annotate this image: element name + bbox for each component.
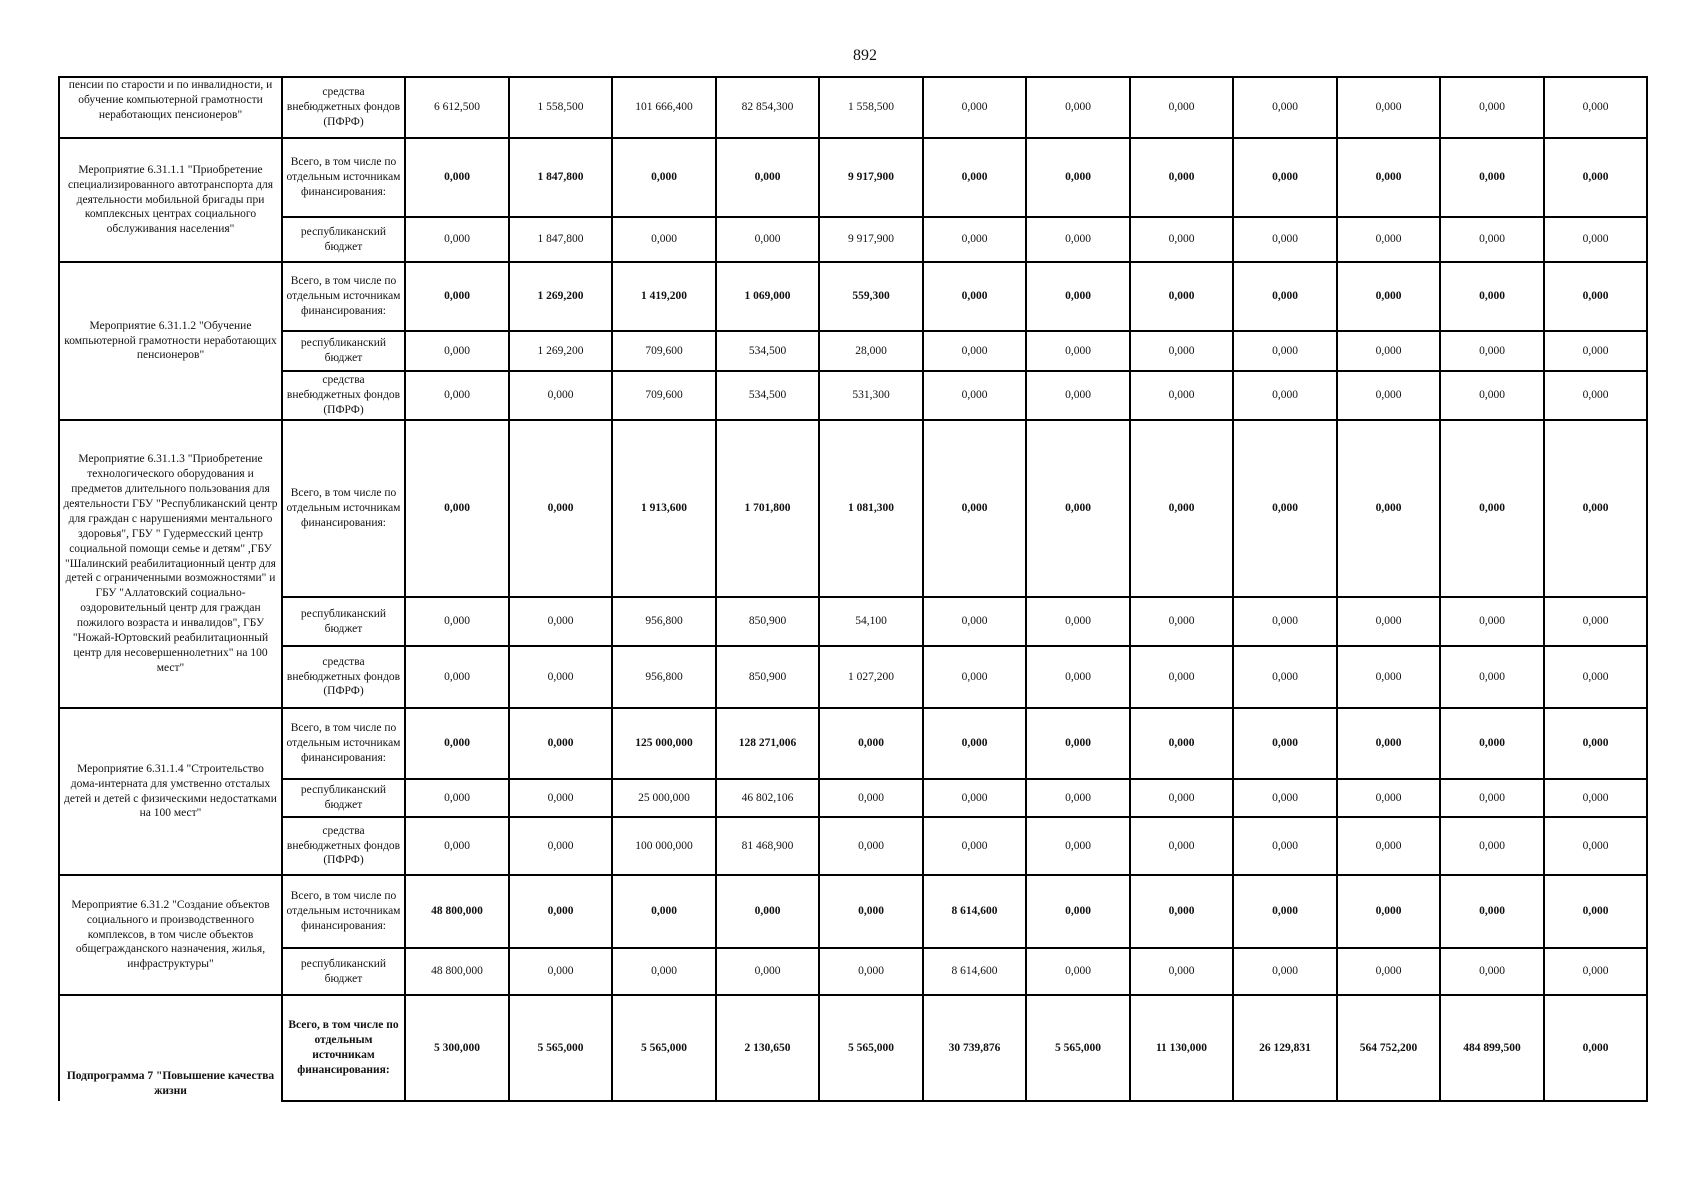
value-cell: 0,000 [1337, 875, 1440, 948]
value-cell: 0,000 [1233, 708, 1337, 779]
value-cell: 0,000 [405, 331, 509, 371]
value-cell: 0,000 [1337, 77, 1440, 138]
value-cell: 0,000 [405, 597, 509, 646]
value-cell: 82 854,300 [716, 77, 819, 138]
value-cell: 0,000 [1544, 262, 1647, 331]
budget-table [58, 76, 1648, 1102]
value-cell: 484 899,500 [1440, 995, 1544, 1101]
value-cell: 0,000 [1026, 597, 1130, 646]
value-cell: 0,000 [405, 217, 509, 262]
value-cell: 0,000 [923, 420, 1026, 597]
value-cell: 8 614,600 [923, 875, 1026, 948]
value-cell: 0,000 [1337, 597, 1440, 646]
value-cell: 850,900 [716, 597, 819, 646]
table-row [59, 708, 1647, 779]
value-cell: 5 565,000 [509, 995, 612, 1101]
value-cell: 0,000 [1544, 138, 1647, 217]
value-cell: 0,000 [923, 138, 1026, 217]
value-cell: 1 069,000 [716, 262, 819, 331]
value-cell: 0,000 [1026, 875, 1130, 948]
value-cell: 0,000 [1130, 597, 1233, 646]
value-cell: 0,000 [1130, 420, 1233, 597]
value-cell: 0,000 [405, 262, 509, 331]
value-cell: 1 081,300 [819, 420, 923, 597]
value-cell: 0,000 [1337, 646, 1440, 708]
value-cell: 5 565,000 [612, 995, 716, 1101]
value-cell: 0,000 [1233, 817, 1337, 875]
source-cell: республиканский бюджет [282, 948, 405, 995]
value-cell: 0,000 [819, 875, 923, 948]
value-cell: 9 917,900 [819, 217, 923, 262]
value-cell: 0,000 [1026, 779, 1130, 817]
activity-cell: Мероприятие 6.31.1.4 "Строительство дома-интерната для умственно отсталых детей и детей с физическими недостатками на 100 мест" [59, 708, 282, 875]
value-cell: 0,000 [1130, 646, 1233, 708]
value-cell: 0,000 [612, 948, 716, 995]
value-cell: 0,000 [1440, 875, 1544, 948]
value-cell: 2 130,650 [716, 995, 819, 1101]
value-cell: 0,000 [509, 371, 612, 420]
value-cell: 6 612,500 [405, 77, 509, 138]
value-cell: 0,000 [1233, 779, 1337, 817]
value-cell: 0,000 [1026, 138, 1130, 217]
value-cell: 1 701,800 [716, 420, 819, 597]
value-cell: 0,000 [819, 779, 923, 817]
value-cell: 0,000 [1544, 779, 1647, 817]
value-cell: 0,000 [1233, 371, 1337, 420]
value-cell: 0,000 [819, 948, 923, 995]
value-cell: 1 419,200 [612, 262, 716, 331]
value-cell: 0,000 [716, 875, 819, 948]
value-cell: 8 614,600 [923, 948, 1026, 995]
table-row [59, 138, 1647, 217]
source-cell: Всего, в том числе по отдельным источникам финансирования: [282, 420, 405, 597]
value-cell: 0,000 [1337, 708, 1440, 779]
value-cell: 850,900 [716, 646, 819, 708]
table-row [59, 217, 1647, 262]
value-cell: 0,000 [1544, 995, 1647, 1101]
value-cell: 0,000 [1026, 77, 1130, 138]
value-cell: 0,000 [1337, 371, 1440, 420]
value-cell: 0,000 [509, 646, 612, 708]
value-cell: 0,000 [716, 948, 819, 995]
value-cell: 1 269,200 [509, 262, 612, 331]
table-row [59, 948, 1647, 995]
value-cell: 0,000 [1130, 817, 1233, 875]
value-cell: 0,000 [509, 779, 612, 817]
value-cell: 0,000 [1130, 331, 1233, 371]
value-cell: 0,000 [1233, 77, 1337, 138]
value-cell: 534,500 [716, 371, 819, 420]
source-cell: Всего, в том числе по отдельным источникам финансирования: [282, 262, 405, 331]
value-cell: 709,600 [612, 331, 716, 371]
value-cell: 0,000 [1233, 217, 1337, 262]
table-row [59, 331, 1647, 371]
value-cell: 0,000 [405, 420, 509, 597]
value-cell: 0,000 [819, 817, 923, 875]
value-cell: 0,000 [1440, 138, 1544, 217]
value-cell: 0,000 [923, 708, 1026, 779]
value-cell: 0,000 [509, 420, 612, 597]
value-cell: 0,000 [405, 138, 509, 217]
activity-cell: Мероприятие 6.31.1.1 "Приобретение специализированного автотранспорта для деятельности мобильной бригады при комплексных центрах социального обслуживания населения" [59, 138, 282, 262]
value-cell: 0,000 [612, 138, 716, 217]
value-cell: 0,000 [405, 708, 509, 779]
value-cell: 0,000 [1440, 597, 1544, 646]
table-row [59, 77, 1647, 138]
value-cell: 30 739,876 [923, 995, 1026, 1101]
value-cell: 0,000 [1440, 77, 1544, 138]
value-cell: 0,000 [405, 779, 509, 817]
value-cell: 0,000 [1337, 420, 1440, 597]
value-cell: 0,000 [923, 597, 1026, 646]
value-cell: 534,500 [716, 331, 819, 371]
value-cell: 101 666,400 [612, 77, 716, 138]
value-cell: 0,000 [716, 138, 819, 217]
value-cell: 46 802,106 [716, 779, 819, 817]
table-row [59, 262, 1647, 331]
source-cell: средства внебюджетных фондов (ПФРФ) [282, 646, 405, 708]
value-cell: 0,000 [1233, 331, 1337, 371]
value-cell: 0,000 [1233, 875, 1337, 948]
value-cell: 1 269,200 [509, 331, 612, 371]
value-cell: 0,000 [405, 371, 509, 420]
activity-cell: Мероприятие 6.31.1.3 "Приобретение технологического оборудования и предметов длительного пользования для деятельности ГБУ "Республиканский центр для граждан с нарушениями ментального здоровья", ГБУ " Гудермесский центр социальной помощи семье и детям" ,ГБУ "Шалинский реабилитационный центр для детей с ограниченными возможностями" и ГБУ "Аллатовский социально-оздоровительный центр для граждан пожилого возраста и инвалидов", ГБУ "Ножай-Юртовский реабилитационный центр для несовершеннолетних" на 100 мест" [59, 420, 282, 708]
value-cell: 0,000 [1233, 597, 1337, 646]
value-cell: 0,000 [1130, 77, 1233, 138]
value-cell: 0,000 [923, 371, 1026, 420]
value-cell: 956,800 [612, 597, 716, 646]
value-cell: 0,000 [1440, 779, 1544, 817]
value-cell: 0,000 [1130, 875, 1233, 948]
value-cell: 0,000 [1544, 817, 1647, 875]
value-cell: 0,000 [1337, 817, 1440, 875]
source-cell: Всего, в том числе по отдельным источникам финансирования: [282, 708, 405, 779]
value-cell: 0,000 [1337, 217, 1440, 262]
value-cell: 531,300 [819, 371, 923, 420]
value-cell: 0,000 [1026, 371, 1130, 420]
value-cell: 0,000 [1544, 875, 1647, 948]
table-row [59, 779, 1647, 817]
source-cell: республиканский бюджет [282, 217, 405, 262]
value-cell: 0,000 [1130, 262, 1233, 331]
source-cell: средства внебюджетных фондов (ПФРФ) [282, 77, 405, 138]
value-cell: 125 000,000 [612, 708, 716, 779]
value-cell: 564 752,200 [1337, 995, 1440, 1101]
value-cell: 0,000 [1233, 646, 1337, 708]
value-cell: 0,000 [1337, 331, 1440, 371]
value-cell: 0,000 [1130, 708, 1233, 779]
value-cell: 0,000 [1544, 331, 1647, 371]
value-cell: 0,000 [1026, 948, 1130, 995]
activity-cell: Мероприятие 6.31.2 "Создание объектов социального и производственного комплексов, в том числе объектов общегражданского назначения, жилья, инфраструктуры" [59, 875, 282, 995]
value-cell: 48 800,000 [405, 948, 509, 995]
value-cell: 0,000 [1544, 371, 1647, 420]
value-cell: 0,000 [923, 779, 1026, 817]
value-cell: 0,000 [923, 262, 1026, 331]
value-cell: 0,000 [612, 875, 716, 948]
value-cell: 5 300,000 [405, 995, 509, 1101]
value-cell: 0,000 [923, 217, 1026, 262]
value-cell: 9 917,900 [819, 138, 923, 217]
source-cell: средства внебюджетных фондов (ПФРФ) [282, 817, 405, 875]
value-cell: 0,000 [509, 875, 612, 948]
value-cell: 0,000 [1130, 948, 1233, 995]
activity-cell: пенсии по старости и по инвалидности, и обучение компьютерной грамотности неработающих пенсионеров" [59, 77, 282, 138]
value-cell: 0,000 [1337, 262, 1440, 331]
value-cell: 0,000 [1026, 217, 1130, 262]
value-cell: 5 565,000 [819, 995, 923, 1101]
value-cell: 0,000 [1440, 262, 1544, 331]
value-cell: 0,000 [1544, 708, 1647, 779]
value-cell: 48 800,000 [405, 875, 509, 948]
value-cell: 0,000 [1544, 420, 1647, 597]
value-cell: 0,000 [1026, 420, 1130, 597]
value-cell: 81 468,900 [716, 817, 819, 875]
value-cell: 0,000 [1440, 420, 1544, 597]
value-cell: 0,000 [1130, 371, 1233, 420]
value-cell: 0,000 [1440, 331, 1544, 371]
value-cell: 0,000 [1440, 708, 1544, 779]
value-cell: 709,600 [612, 371, 716, 420]
value-cell: 1 847,800 [509, 138, 612, 217]
value-cell: 0,000 [509, 597, 612, 646]
table-row [59, 817, 1647, 875]
value-cell: 0,000 [1337, 948, 1440, 995]
value-cell: 0,000 [1440, 371, 1544, 420]
source-cell: Всего, в том числе по отдельным источникам финансирования: [282, 875, 405, 948]
value-cell: 0,000 [1440, 948, 1544, 995]
value-cell: 0,000 [1233, 138, 1337, 217]
value-cell: 0,000 [1544, 646, 1647, 708]
value-cell: 0,000 [1544, 597, 1647, 646]
value-cell: 0,000 [1026, 331, 1130, 371]
source-cell: республиканский бюджет [282, 779, 405, 817]
value-cell: 1 913,600 [612, 420, 716, 597]
value-cell: 0,000 [612, 217, 716, 262]
value-cell: 100 000,000 [612, 817, 716, 875]
value-cell: 0,000 [405, 817, 509, 875]
value-cell: 0,000 [1130, 217, 1233, 262]
value-cell: 0,000 [1233, 948, 1337, 995]
value-cell: 11 130,000 [1130, 995, 1233, 1101]
value-cell: 0,000 [1233, 262, 1337, 331]
value-cell: 559,300 [819, 262, 923, 331]
value-cell: 0,000 [1130, 138, 1233, 217]
value-cell: 0,000 [923, 77, 1026, 138]
value-cell: 0,000 [1026, 262, 1130, 331]
value-cell: 0,000 [1440, 646, 1544, 708]
value-cell: 28,000 [819, 331, 923, 371]
value-cell: 0,000 [1026, 646, 1130, 708]
source-cell: Всего, в том числе по отдельным источникам финансирования: [282, 995, 405, 1101]
value-cell: 0,000 [923, 817, 1026, 875]
value-cell: 128 271,006 [716, 708, 819, 779]
value-cell: 0,000 [1026, 708, 1130, 779]
value-cell: 0,000 [1233, 420, 1337, 597]
source-cell: республиканский бюджет [282, 597, 405, 646]
value-cell: 0,000 [509, 817, 612, 875]
value-cell: 26 129,831 [1233, 995, 1337, 1101]
value-cell: 5 565,000 [1026, 995, 1130, 1101]
value-cell: 25 000,000 [612, 779, 716, 817]
value-cell: 0,000 [923, 331, 1026, 371]
table-row [59, 875, 1647, 948]
table-row [59, 646, 1647, 708]
value-cell: 0,000 [1026, 817, 1130, 875]
value-cell: 0,000 [1440, 817, 1544, 875]
value-cell: 1 558,500 [509, 77, 612, 138]
value-cell: 1 847,800 [509, 217, 612, 262]
value-cell: 0,000 [1544, 77, 1647, 138]
value-cell: 0,000 [1337, 779, 1440, 817]
source-cell: средства внебюджетных фондов (ПФРФ) [282, 371, 405, 420]
value-cell: 0,000 [405, 646, 509, 708]
value-cell: 0,000 [1337, 138, 1440, 217]
value-cell: 956,800 [612, 646, 716, 708]
value-cell: 1 027,200 [819, 646, 923, 708]
value-cell: 0,000 [819, 708, 923, 779]
page-number: 892 [853, 47, 877, 64]
value-cell: 0,000 [1544, 948, 1647, 995]
table-row [59, 371, 1647, 420]
table-row [59, 420, 1647, 597]
value-cell: 0,000 [509, 708, 612, 779]
table-row [59, 597, 1647, 646]
value-cell: 1 558,500 [819, 77, 923, 138]
activity-cell: Мероприятие 6.31.1.2 "Обучение компьютерной грамотности неработающих пенсионеров" [59, 262, 282, 420]
value-cell: 0,000 [509, 948, 612, 995]
subprogram-title: Подпрограмма 7 "Повышение качества жизни [59, 995, 282, 1101]
value-cell: 0,000 [1130, 779, 1233, 817]
value-cell: 0,000 [716, 217, 819, 262]
value-cell: 0,000 [1440, 217, 1544, 262]
value-cell: 54,100 [819, 597, 923, 646]
source-cell: Всего, в том числе по отдельным источникам финансирования: [282, 138, 405, 217]
table-row [59, 995, 1647, 1101]
value-cell: 0,000 [1544, 217, 1647, 262]
source-cell: республиканский бюджет [282, 331, 405, 371]
value-cell: 0,000 [923, 646, 1026, 708]
